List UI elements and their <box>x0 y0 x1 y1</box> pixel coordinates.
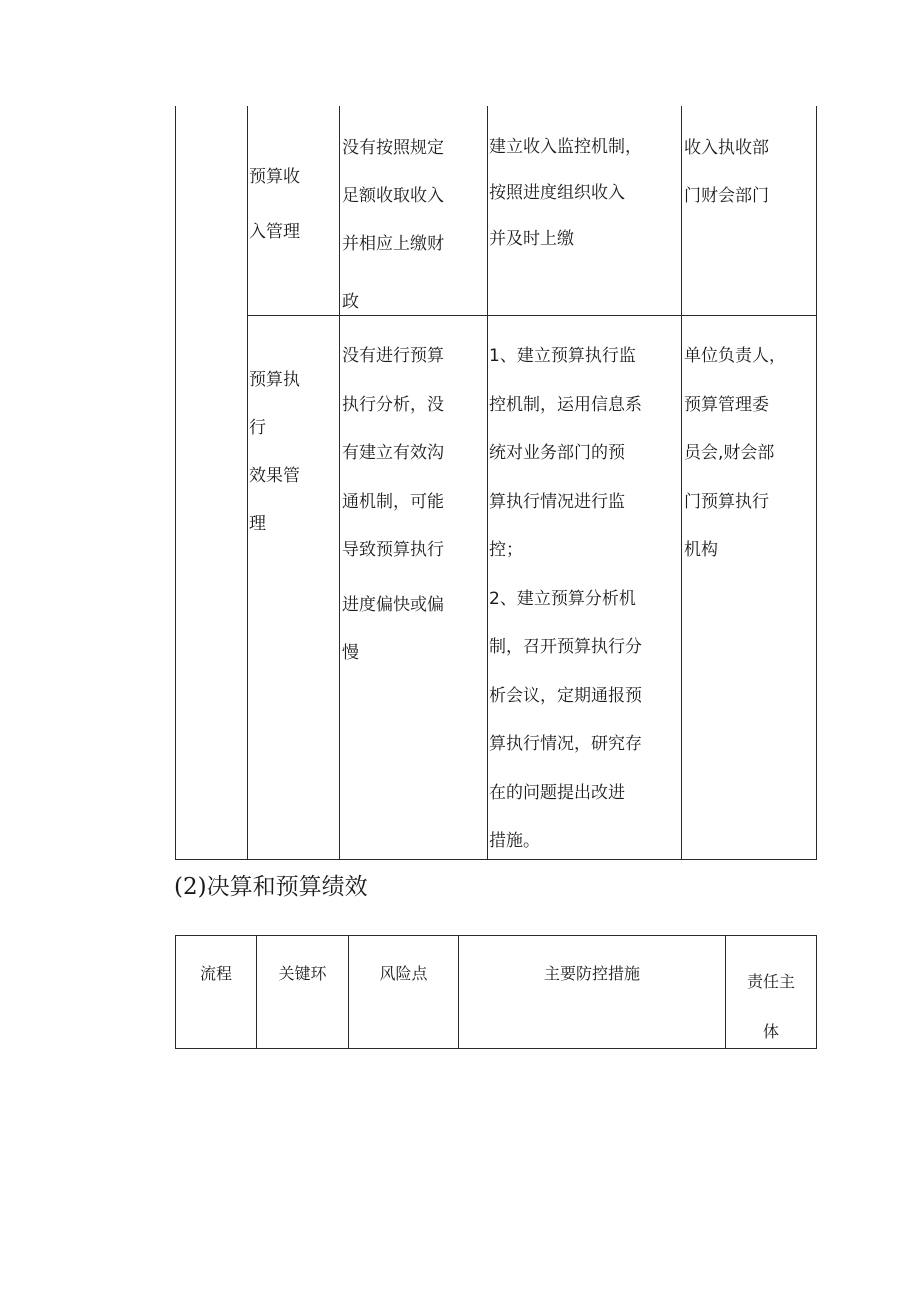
table-border-top <box>175 935 817 936</box>
measure-cell: 1、建立预算执行监 控机制，运用信息系 统对业务部门的预 算执行情况进行监 控； 2、建立预算分析机 制，召开预算执行分 析会议，定期通报预 算执行情况，研究存 在的问题提出改进 措施。 <box>489 346 642 851</box>
header-process: 流程 <box>199 964 232 983</box>
table-column-divider <box>348 935 349 1049</box>
table-row-divider <box>247 315 817 316</box>
table-column-divider <box>247 106 248 860</box>
risk-cell: 没有进行预算 执行分析，没 有建立有效沟 通机制，可能 导致预算执行 进度偏快或偏 慢 <box>342 346 444 663</box>
table-column-divider <box>487 106 488 860</box>
table-border-right <box>816 935 817 1049</box>
table-border-bottom <box>175 1048 817 1049</box>
section-title: (2)决算和预算绩效 <box>174 874 368 900</box>
owner-cell: 收入执收部 门财会部门 <box>684 138 769 206</box>
risk-cell: 没有按照规定 足额收取收入 并相应上缴财 政 <box>342 138 444 312</box>
header-risk: 风险点 <box>379 964 428 983</box>
table-border-left <box>175 935 176 1049</box>
owner-cell: 单位负责人， 预算管理委 员会,财会部 门预算执行 机构 <box>684 346 786 560</box>
table-column-divider <box>458 935 459 1049</box>
table-column-divider <box>681 106 682 860</box>
process-cell: 预算执 行 效果管 理 <box>249 370 300 534</box>
table-column-divider <box>339 106 340 860</box>
header-measures: 主要防控措施 <box>543 964 640 983</box>
header-owner: 责任主 体 <box>746 972 795 1041</box>
process-cell: 预算收 入管理 <box>249 167 300 242</box>
table-column-divider <box>256 935 257 1049</box>
measure-cell: 建立收入监控机制， 按照进度组织收入 并及时上缴 <box>489 137 642 249</box>
header-key-link: 关键环 <box>278 964 327 983</box>
table-border-right <box>816 106 817 860</box>
table-border-left <box>175 106 176 860</box>
